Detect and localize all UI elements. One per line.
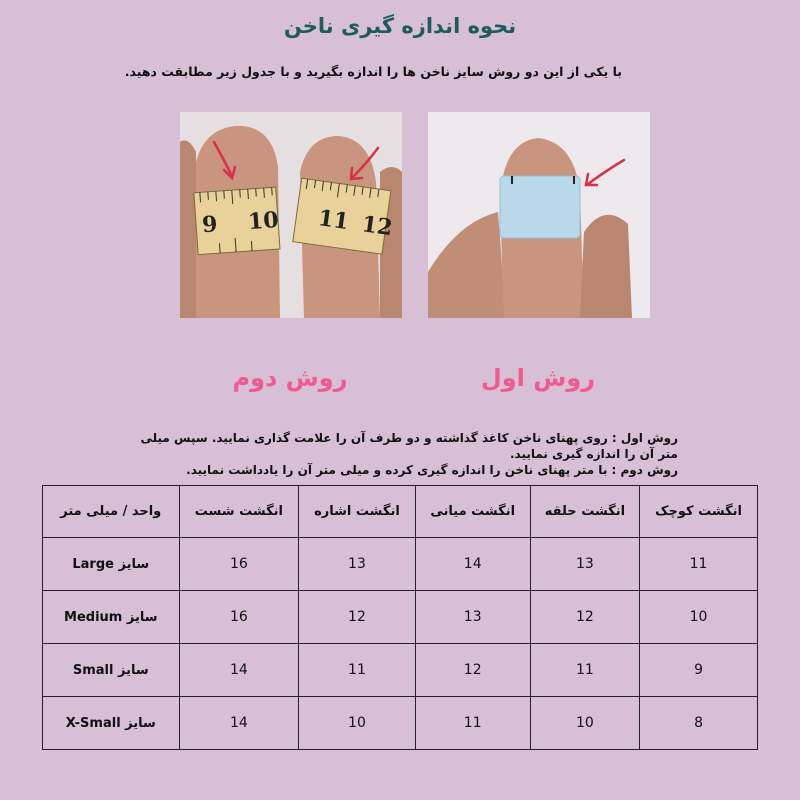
instructions [118, 430, 678, 478]
table-cell: 11 [415, 697, 530, 750]
table-cell: 14 [179, 697, 299, 750]
method-one-instruction: روش اول : روی پهنای ناخن کاغذ گذاشته و دو طرف آن را علامت گذاری نمایید. سپس میلی متر آن را اندازه گیری نمایید. [140, 431, 678, 461]
tape-number: 11 [316, 205, 351, 236]
column-header: انگشت شست [179, 486, 299, 538]
table-cell: 13 [415, 591, 530, 644]
table-cell: 11 [299, 644, 415, 697]
table-cell: 9 [640, 644, 758, 697]
table-row [43, 697, 758, 750]
tape-number: 12 [360, 211, 395, 242]
table-cell: 10 [640, 591, 758, 644]
table-cell: 8 [640, 697, 758, 750]
column-header: انگشت میانی [415, 486, 530, 538]
table-cell: 10 [530, 697, 639, 750]
table-cell: 13 [299, 538, 415, 591]
tape-number: 10 [247, 206, 280, 236]
size-label: سایز Large [43, 538, 180, 591]
method-one-label: روش اول [480, 364, 596, 392]
column-header: انگشت کوچک [640, 486, 758, 538]
paper-method-photo [428, 112, 650, 318]
column-header: انگشت اشاره [299, 486, 415, 538]
table-cell: 16 [179, 591, 299, 644]
tape-measure-illustration [180, 112, 402, 318]
table-cell: 13 [530, 538, 639, 591]
page-title: نحوه اندازه گیری ناخن [283, 14, 517, 38]
tape-measure-photo [180, 112, 402, 318]
table-row [43, 644, 758, 697]
method-two-instruction: روش دوم : با متر پهنای ناخن را اندازه گیری کرده و میلی متر آن را یادداشت نمایید. [186, 463, 678, 477]
table-cell: 12 [415, 644, 530, 697]
table-header-row [43, 486, 758, 538]
table-cell: 11 [640, 538, 758, 591]
table-cell: 10 [299, 697, 415, 750]
size-label: سایز X-Small [43, 697, 180, 750]
table-cell: 11 [530, 644, 639, 697]
column-header: واحد / میلی متر [43, 486, 180, 538]
page-subtitle: با یکی از این دو روش سایز ناخن ها را اندازه بگیرید و با جدول زیر مطابقت دهید. [124, 64, 622, 79]
table-cell: 14 [415, 538, 530, 591]
table-row [43, 538, 758, 591]
size-label: سایز Medium [43, 591, 180, 644]
table-cell: 12 [299, 591, 415, 644]
tape-number: 9 [201, 211, 219, 239]
paper-method-illustration [428, 112, 650, 318]
table-cell: 12 [530, 591, 639, 644]
size-table [42, 485, 758, 750]
table-cell: 14 [179, 644, 299, 697]
table-cell: 16 [179, 538, 299, 591]
table-row [43, 591, 758, 644]
size-label: سایز Small [43, 644, 180, 697]
column-header: انگشت حلقه [530, 486, 639, 538]
method-two-label: روش دوم [232, 364, 348, 392]
